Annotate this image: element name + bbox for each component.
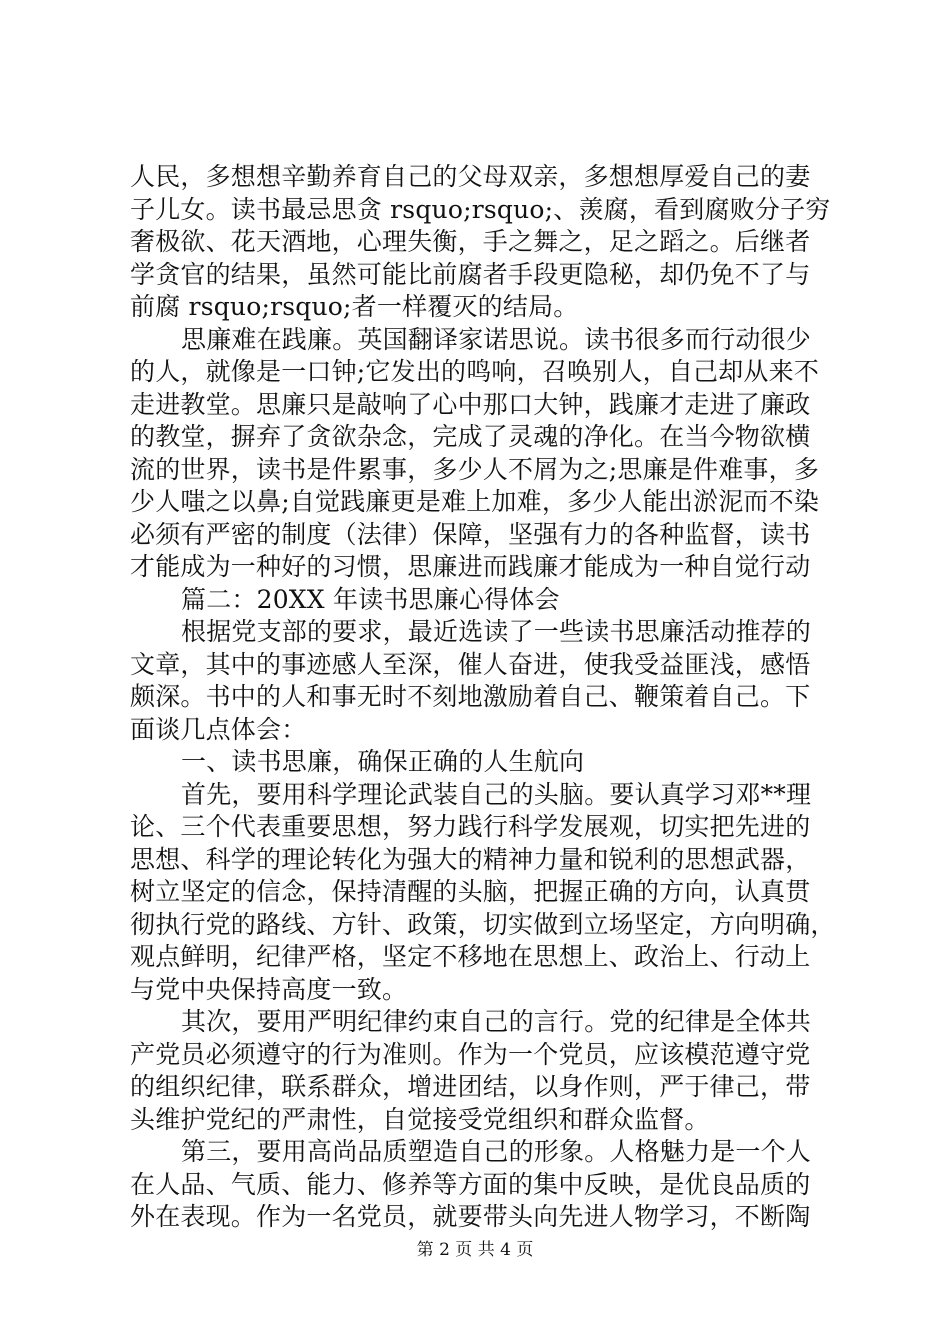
text-line: 人民，多想想辛勤养育自己的父母双亲，多想想厚爱自己的妻 — [130, 162, 811, 191]
text-line: 前腐 rsquo;rsquo;者一样覆灭的结局。 — [130, 292, 579, 321]
text-line: 根据党支部的要求，最近选读了一些读书思廉活动推荐的 — [181, 617, 812, 646]
text-line: 一、读书思廉，确保正确的人生航向 — [181, 747, 585, 776]
text-line: 的教堂，摒弃了贪欲杂念，完成了灵魂的净化。在当今物欲横 — [130, 422, 811, 451]
text-line: 的组织纪律，联系群众，增进团结，以身作则，严于律己，带 — [130, 1072, 811, 1101]
text-line: 篇二：20XX 年读书思廉心得体会 — [181, 584, 560, 614]
text-line: 必须有严密的制度（法律）保障，坚强有力的各种监督，读书 — [130, 519, 811, 549]
text-line: 产党员必须遵守的行为准则。作为一个党员，应该模范遵守党 — [130, 1039, 811, 1069]
text-line: 少人嗤之以鼻;自觉践廉更是难上加难，多少人能出淤泥而不染 — [130, 487, 820, 516]
text-line: 第三，要用高尚品质塑造自己的形象。人格魅力是一个人 — [181, 1137, 812, 1166]
text-line: 流的世界，读书是件累事，多少人不屑为之;思廉是件难事，多 — [130, 454, 820, 484]
text-line: 树立坚定的信念，保持清醒的头脑，把握正确的方向，认真贯 — [130, 877, 811, 906]
text-line: 思廉难在践廉。英国翻译家诺思说。读书很多而行动很少 — [181, 324, 812, 354]
text-line: 文章，其中的事迹感人至深，催人奋进，使我受益匪浅，感悟 — [130, 649, 811, 679]
text-line: 论、三个代表重要思想，努力践行科学发展观，切实把先进的 — [130, 812, 811, 841]
page-footer — [0, 1235, 950, 1260]
text-line: 彻执行党的路线、方针、政策，切实做到立场坚定，方向明确， — [130, 909, 836, 939]
text-line: 才能成为一种好的习惯，思廉进而践廉才能成为一种自觉行动 — [130, 552, 811, 581]
text-line: 学贪官的结果，虽然可能比前腐者手段更隐秘，却仍免不了与 — [130, 259, 811, 289]
document-body — [130, 161, 836, 1234]
text-line: 外在表现。作为一名党员，就要带头向先进人物学习，不断陶 — [130, 1202, 811, 1231]
text-line: 在人品、气质、能力、修养等方面的集中反映，是优良品质的 — [130, 1169, 811, 1199]
text-line: 奢极欲、花天酒地，心理失衡，手之舞之，足之蹈之。后继者 — [130, 227, 811, 256]
text-line: 走进教堂。思廉只是敲响了心中那口大钟，践廉才走进了廉政 — [130, 389, 811, 419]
text-line: 子儿女。读书最忌思贪 rsquo;rsquo;、羡腐，看到腐败分子穷 — [130, 194, 831, 224]
text-line: 颇深。书中的人和事无时不刻地激励着自己、鞭策着自己。下 — [130, 682, 811, 711]
text-line: 思想、科学的理论转化为强大的精神力量和锐利的思想武器， — [130, 844, 811, 874]
page-number-label: 第 2 页 共 4 页 — [416, 1240, 534, 1260]
text-line: 头维护党纪的严肃性，自觉接受党组织和群众监督。 — [130, 1104, 710, 1134]
text-line: 首先，要用科学理论武装自己的头脑。要认真学习邓**理 — [181, 779, 812, 809]
text-line: 与党中央保持高度一致。 — [130, 974, 408, 1004]
text-line: 其次，要用严明纪律约束自己的言行。党的纪律是全体共 — [181, 1007, 812, 1036]
text-line: 面谈几点体会： — [130, 714, 307, 744]
text-line: 的人，就像是一口钟;它发出的鸣响，召唤别人，自己却从来不 — [130, 357, 820, 386]
text-line: 观点鲜明，纪律严格，坚定不移地在思想上、政治上、行动上 — [130, 942, 811, 971]
